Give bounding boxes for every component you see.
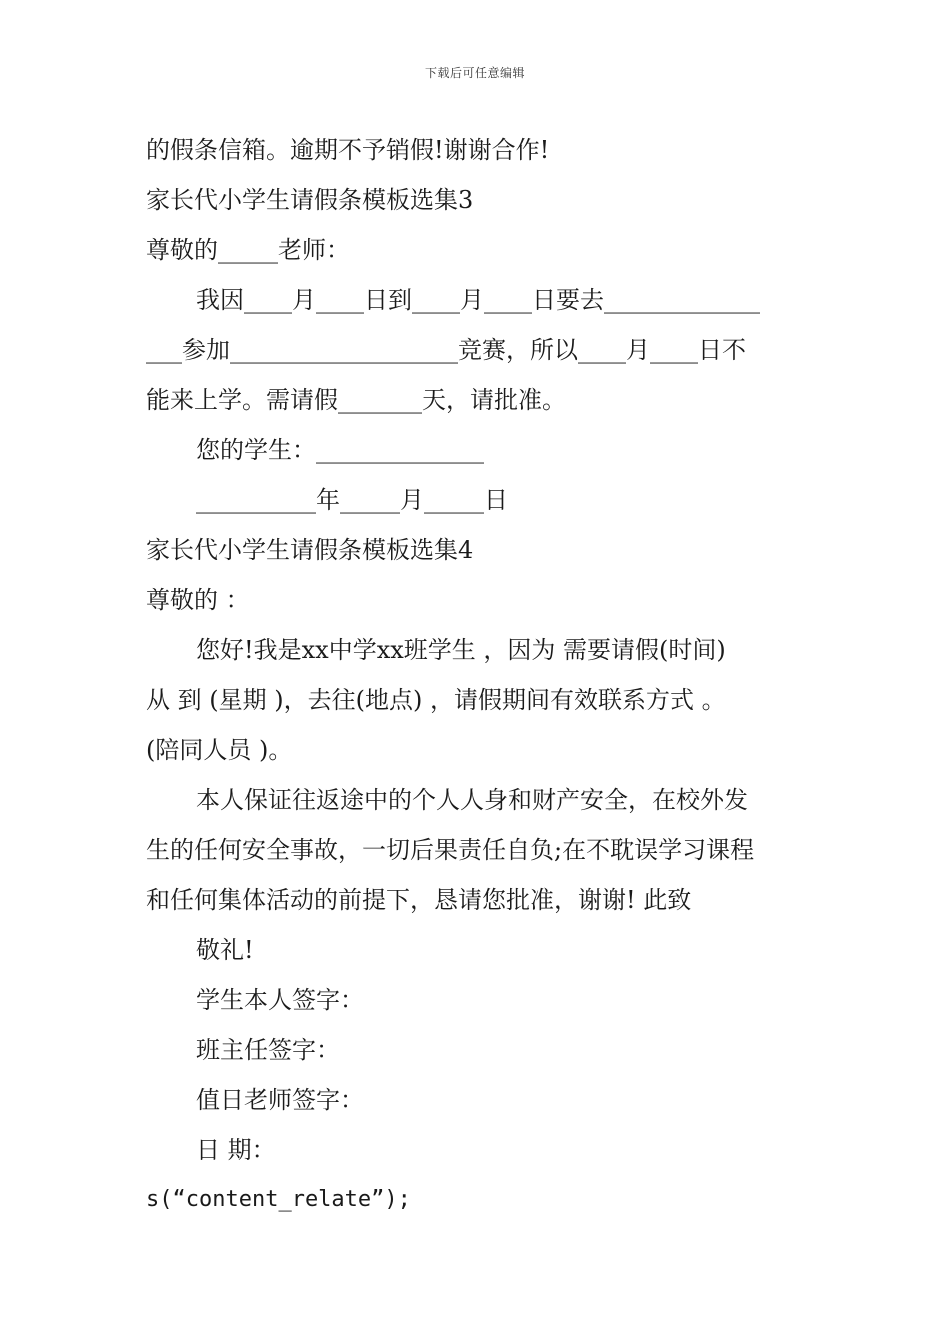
signature-line: 您的学生：______________ (196, 436, 484, 464)
text-line: 能来上学。需请假_______天，请批准。 (146, 386, 566, 414)
text-line: 和任何集体活动的前提下，恳请您批准，谢谢! 此致 (146, 886, 692, 914)
text-line: 的假条信箱。逾期不予销假!谢谢合作! (146, 136, 550, 164)
text-line: 从 到 (星期 )，去往(地点) ，请假期间有效联系方式 。 (146, 686, 726, 714)
salutation: 尊敬的 ： (146, 586, 250, 614)
text-line: 您好!我是xx中学xx班学生 ，因为 需要请假(时间) (196, 636, 726, 664)
document-body (146, 128, 810, 1228)
section-title: 家长代小学生请假条模板选集3 (146, 186, 474, 214)
text-line: (陪同人员 )。 (146, 736, 293, 764)
signature-line: 值日老师签字： (196, 1086, 364, 1114)
page-header: 下载后可任意编辑 (424, 66, 525, 80)
text-line: 本人保证往返途中的个人人身和财产安全，在校外发 (196, 786, 748, 814)
signature-line: 班主任签字： (196, 1036, 340, 1064)
signature-line: 学生本人签字： (196, 986, 364, 1014)
code-line: s(“content_relate”); (146, 1187, 411, 1212)
salutation: 尊敬的_____老师： (146, 236, 350, 264)
text-line: 生的任何安全事故，一切后果责任自负;在不耽误学习课程 (146, 836, 755, 864)
section-title: 家长代小学生请假条模板选集4 (146, 536, 474, 564)
date-line: 日 期： (196, 1136, 276, 1164)
text-line: 我因____月____日到____月____日要去_____________ (196, 286, 760, 314)
text-line: ___参加___________________竞赛，所以____月____日不 (146, 336, 746, 364)
date-line: __________年_____月_____日 (196, 486, 508, 514)
closing-line: 敬礼! (196, 936, 254, 964)
